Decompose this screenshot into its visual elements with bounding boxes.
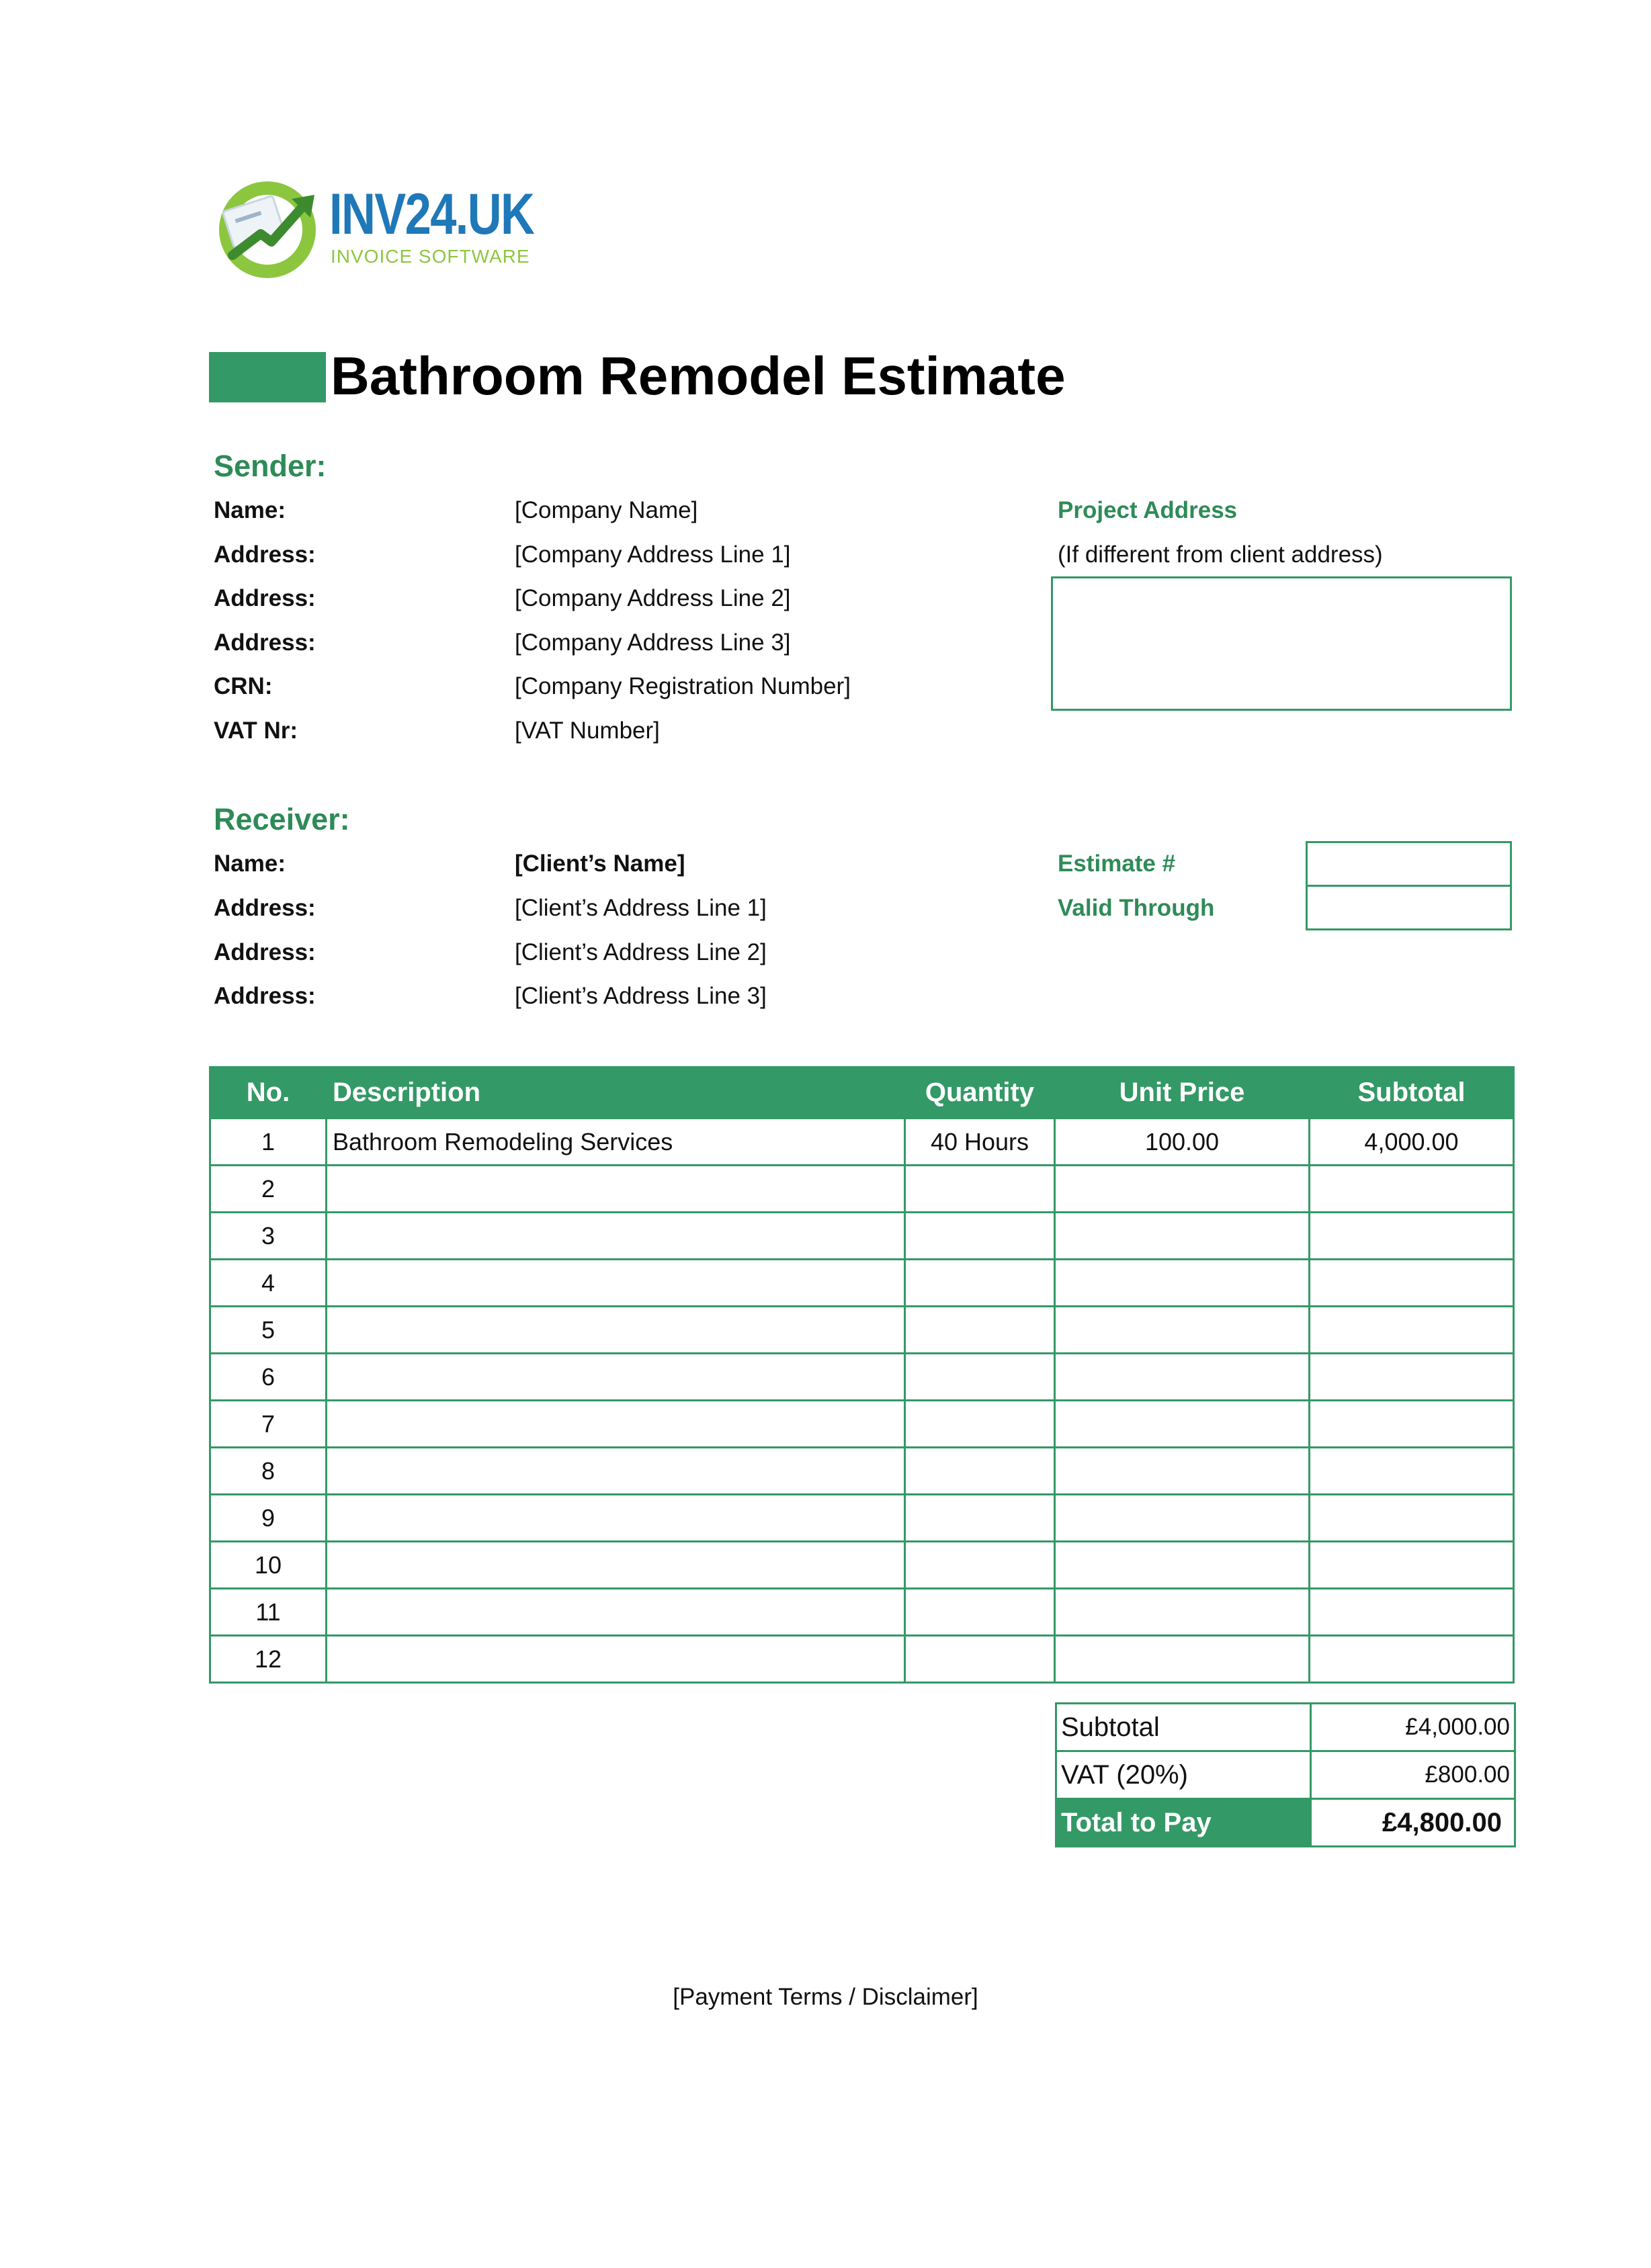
unit-price-cell[interactable] xyxy=(1055,1166,1310,1213)
description-cell[interactable] xyxy=(327,1495,905,1542)
sender-address-label: Address: xyxy=(214,585,316,611)
valid-through-field[interactable] xyxy=(1306,885,1512,930)
total-label: Total to Pay xyxy=(1056,1799,1311,1847)
project-address-label: Project Address xyxy=(1058,497,1238,523)
sender-crn-label: CRN: xyxy=(214,673,273,699)
quantity-cell[interactable] xyxy=(905,1542,1055,1589)
table-header-row xyxy=(210,1067,1514,1119)
row-number: 7 xyxy=(210,1401,327,1448)
project-address-note: (If different from client address) xyxy=(1058,541,1383,568)
row-number: 12 xyxy=(210,1636,327,1683)
column-header-description: Description xyxy=(327,1067,514,1119)
receiver-address-line1[interactable]: [Client’s Address Line 1] xyxy=(515,895,767,921)
row-number: 10 xyxy=(210,1542,327,1589)
description-cell[interactable] xyxy=(327,1448,905,1495)
row-number: 3 xyxy=(210,1213,327,1260)
table-row xyxy=(210,1354,1514,1401)
subtotal-value: £4,000.00 xyxy=(1311,1704,1515,1751)
table-row xyxy=(210,1260,1514,1307)
receiver-name-value[interactable]: [Client’s Name] xyxy=(515,850,685,877)
table-row xyxy=(210,1166,1514,1213)
quantity-cell[interactable] xyxy=(905,1260,1055,1307)
project-address-field[interactable] xyxy=(1051,576,1512,711)
description-cell[interactable] xyxy=(327,1166,905,1213)
quantity-cell[interactable] xyxy=(905,1448,1055,1495)
unit-price-cell[interactable] xyxy=(1055,1213,1310,1260)
sender-address-line3[interactable]: [Company Address Line 3] xyxy=(515,629,791,656)
subtotal-cell xyxy=(1310,1213,1514,1260)
subtotal-cell xyxy=(1310,1307,1514,1354)
total-value: £4,800.00 xyxy=(1311,1799,1515,1847)
subtotal-row xyxy=(1056,1704,1515,1751)
table-row xyxy=(210,1213,1514,1260)
column-header-subtotal: Subtotal xyxy=(1310,1067,1514,1119)
payment-terms-disclaimer: [Payment Terms / Disclaimer] xyxy=(673,1984,978,2010)
unit-price-cell[interactable]: 100.00 xyxy=(1055,1119,1310,1166)
table-row xyxy=(210,1589,1514,1636)
unit-price-cell[interactable] xyxy=(1055,1307,1310,1354)
unit-price-cell[interactable] xyxy=(1055,1495,1310,1542)
unit-price-cell[interactable] xyxy=(1055,1401,1310,1448)
line-items-table xyxy=(209,1066,1515,1684)
sender-name-label: Name: xyxy=(214,497,286,523)
quantity-cell[interactable] xyxy=(905,1213,1055,1260)
subtotal-cell xyxy=(1310,1589,1514,1636)
subtotal-cell xyxy=(1310,1495,1514,1542)
subtotal-cell xyxy=(1310,1542,1514,1589)
description-cell[interactable] xyxy=(327,1589,905,1636)
description-cell[interactable] xyxy=(327,1307,905,1354)
description-cell[interactable] xyxy=(327,1213,905,1260)
quantity-cell[interactable] xyxy=(905,1495,1055,1542)
unit-price-cell[interactable] xyxy=(1055,1636,1310,1683)
table-row xyxy=(210,1119,1514,1166)
receiver-address-label: Address: xyxy=(214,939,316,965)
table-row xyxy=(210,1448,1514,1495)
receiver-address-line2[interactable]: [Client’s Address Line 2] xyxy=(515,939,767,965)
vat-value: £800.00 xyxy=(1311,1751,1515,1799)
description-cell[interactable] xyxy=(327,1260,905,1307)
row-number: 11 xyxy=(210,1589,327,1636)
sender-address-label: Address: xyxy=(214,541,316,568)
subtotal-cell xyxy=(1310,1166,1514,1213)
sender-crn-value[interactable]: [Company Registration Number] xyxy=(515,673,851,699)
totals-table xyxy=(1055,1702,1516,1847)
sender-heading: Sender: xyxy=(214,449,327,483)
estimate-number-label: Estimate # xyxy=(1058,850,1176,877)
row-number: 5 xyxy=(210,1307,327,1354)
column-header-no: No. xyxy=(210,1067,327,1119)
description-cell[interactable] xyxy=(327,1636,905,1683)
quantity-cell[interactable] xyxy=(905,1589,1055,1636)
document-title: Bathroom Remodel Estimate xyxy=(331,346,1066,406)
sender-vat-label: VAT Nr: xyxy=(214,717,298,744)
receiver-address-label: Address: xyxy=(214,895,316,921)
receiver-address-label: Address: xyxy=(214,983,316,1009)
row-number: 2 xyxy=(210,1166,327,1213)
total-row xyxy=(1056,1799,1515,1847)
subtotal-cell xyxy=(1310,1260,1514,1307)
table-row xyxy=(210,1636,1514,1683)
subtotal-cell xyxy=(1310,1636,1514,1683)
growth-arrow-logo-icon xyxy=(214,176,328,284)
table-row xyxy=(210,1495,1514,1542)
description-cell[interactable] xyxy=(327,1542,905,1589)
unit-price-cell[interactable] xyxy=(1055,1260,1310,1307)
description-cell[interactable] xyxy=(327,1354,905,1401)
subtotal-cell xyxy=(1310,1448,1514,1495)
row-number: 8 xyxy=(210,1448,327,1495)
quantity-cell[interactable] xyxy=(905,1354,1055,1401)
table-row xyxy=(210,1542,1514,1589)
sender-address-label: Address: xyxy=(214,629,316,656)
quantity-cell[interactable] xyxy=(905,1166,1055,1213)
column-header-unit-price: Unit Price xyxy=(1055,1067,1310,1119)
description-cell[interactable]: Bathroom Remodeling Services xyxy=(327,1119,905,1166)
row-number: 4 xyxy=(210,1260,327,1307)
estimate-number-field[interactable] xyxy=(1306,841,1512,887)
sender-address-line1[interactable]: [Company Address Line 1] xyxy=(515,541,791,568)
logo-tagline: INVOICE SOFTWARE xyxy=(331,246,530,267)
unit-price-cell[interactable] xyxy=(1055,1448,1310,1495)
vat-row xyxy=(1056,1751,1515,1799)
row-number: 6 xyxy=(210,1354,327,1401)
subtotal-cell xyxy=(1310,1354,1514,1401)
row-number: 1 xyxy=(210,1119,327,1166)
column-header-quantity: Quantity xyxy=(905,1067,1055,1119)
column-header-spacer xyxy=(514,1067,905,1119)
sender-vat-value[interactable]: [VAT Number] xyxy=(515,717,660,744)
quantity-cell[interactable] xyxy=(905,1636,1055,1683)
row-number: 9 xyxy=(210,1495,327,1542)
sender-address-line2[interactable]: [Company Address Line 2] xyxy=(515,585,791,611)
receiver-heading: Receiver: xyxy=(214,802,350,836)
subtotal-label: Subtotal xyxy=(1056,1704,1311,1751)
vat-label: VAT (20%) xyxy=(1056,1751,1311,1799)
table-row xyxy=(210,1401,1514,1448)
table-row xyxy=(210,1307,1514,1354)
title-accent-bar xyxy=(209,352,326,402)
valid-through-label: Valid Through xyxy=(1058,895,1215,921)
unit-price-cell[interactable] xyxy=(1055,1542,1310,1589)
sender-name-value[interactable]: [Company Name] xyxy=(515,497,698,523)
receiver-name-label: Name: xyxy=(214,850,286,877)
subtotal-cell xyxy=(1310,1401,1514,1448)
subtotal-cell: 4,000.00 xyxy=(1310,1119,1514,1166)
receiver-address-line3[interactable]: [Client’s Address Line 3] xyxy=(515,983,767,1009)
unit-price-cell[interactable] xyxy=(1055,1354,1310,1401)
quantity-cell[interactable] xyxy=(905,1307,1055,1354)
unit-price-cell[interactable] xyxy=(1055,1589,1310,1636)
quantity-cell[interactable]: 40 Hours xyxy=(905,1119,1055,1166)
description-cell[interactable] xyxy=(327,1401,905,1448)
quantity-cell[interactable] xyxy=(905,1401,1055,1448)
logo-wordmark: INV24.UK xyxy=(329,182,534,247)
